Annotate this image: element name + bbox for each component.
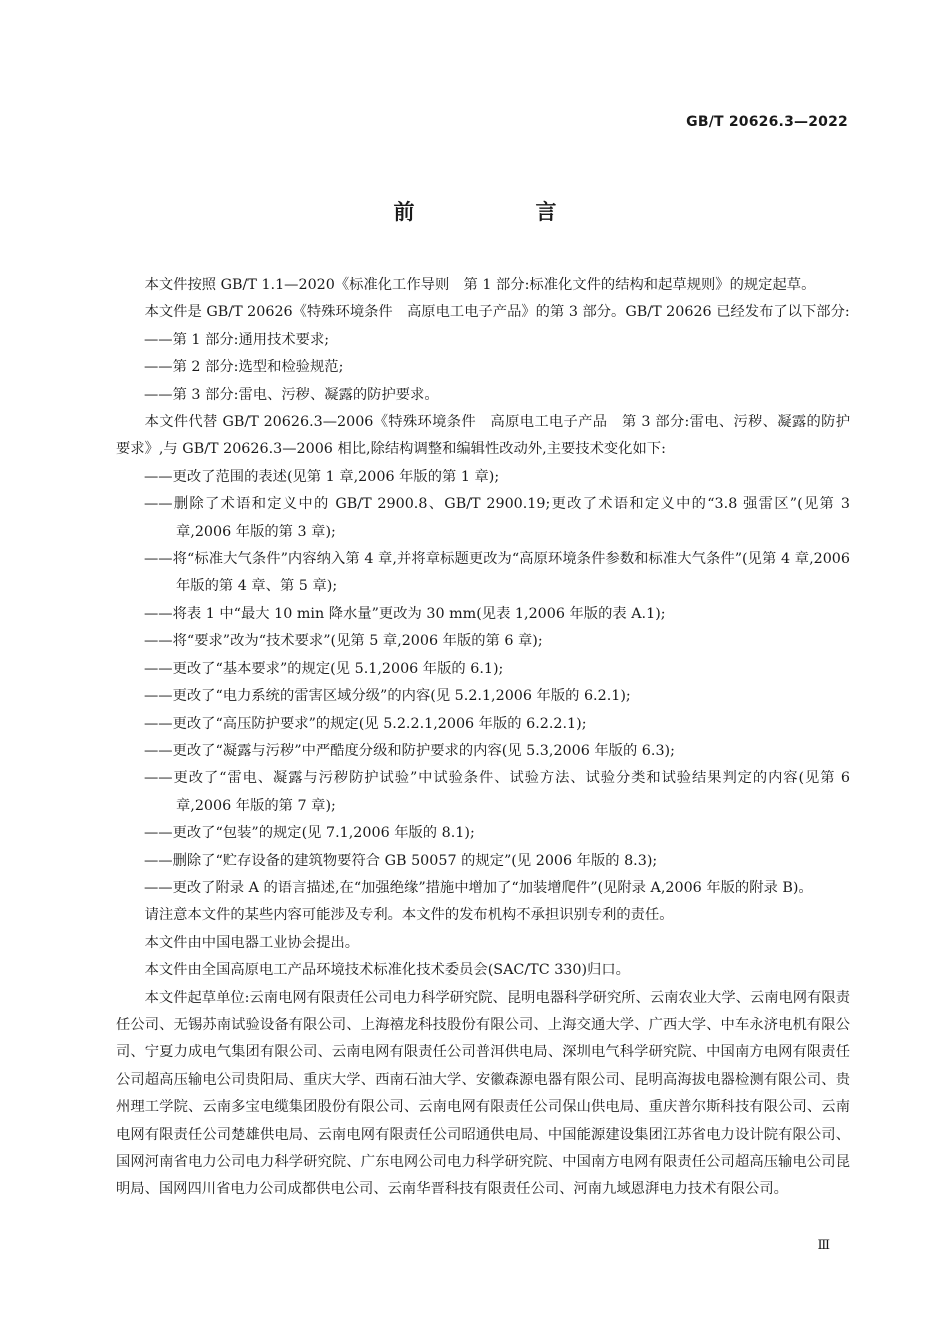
paragraph-patent-notice: 请注意本文件的某些内容可能涉及专利。本文件的发布机构不承担识别专利的责任。 (144, 907, 674, 924)
page-number: Ⅲ (817, 1238, 830, 1253)
paragraph-replacement: 本文件代替 GB/T 20626.3—2006《特殊环境条件 高原电工电子产品 第 3 部分:雷电、污秽、凝露的防护要求》,与 GB/T 20626.3—2006 相比,除结构调整和编辑性改动外,主要技术变化如下: (116, 414, 850, 458)
change-list-item: ——更改了范围的表述(见第 1 章,2006 年版的第 1 章); (144, 468, 500, 485)
parts-list-item: ——第 2 部分:选型和检验规范; (144, 359, 344, 376)
change-list-item: ——更改了“凝露与污秽”中严酷度分级和防护要求的内容(见 5.3,2006 年版的 6.3); (144, 742, 675, 759)
paragraph-parts-intro: 本文件是 GB/T 20626《特殊环境条件 高原电工电子产品》的第 3 部分。GB/T 20626 已经发布了以下部分: (144, 304, 850, 321)
parts-list-item: ——第 1 部分:通用技术要求; (144, 331, 330, 348)
change-list-item: ——将“标准大气条件”内容纳入第 4 章,并将章标题更改为“高原环境条件参数和标准大气条件”(见第 4 章,2006 年版的第 4 章、第 5 章); (144, 551, 850, 595)
standard-code: GB/T 20626.3—2022 (686, 114, 848, 130)
change-list-item: ——将表 1 中“最大 10 min 降水量”更改为 30 mm(见表 1,2006 年版的表 A.1); (144, 605, 666, 622)
paragraph-proposer: 本文件由中国电器工业协会提出。 (144, 934, 360, 951)
change-list-item: ——更改了“基本要求”的规定(见 5.1,2006 年版的 6.1); (144, 660, 504, 677)
parts-list-item: ——第 3 部分:雷电、污秽、凝露的防护要求。 (144, 386, 439, 403)
change-list-item: ——更改了“包装”的规定(见 7.1,2006 年版的 8.1); (144, 825, 475, 842)
paragraph-committee: 本文件由全国高原电工产品环境技术标准化技术委员会(SAC/TC 330)归口。 (144, 962, 630, 979)
page-title: 前 言 (393, 200, 607, 224)
change-list-item: ——更改了“电力系统的雷害区域分级”的内容(见 5.2.1,2006 年版的 6.2.1); (144, 688, 631, 705)
change-list-item: ——删除了术语和定义中的 GB/T 2900.8、GB/T 2900.19;更改了术语和定义中的“3.8 强雷区”(见第 3 章,2006 年版的第 3 章); (144, 496, 850, 540)
paragraph-drafting-units: 本文件起草单位:云南电网有限责任公司电力科学研究院、昆明电器科学研究所、云南农业大学、云南电网有限责任公司、无锡苏南试验设备有限公司、上海禧龙科技股份有限公司、上海交通大学、广西大学、中车永济电机有限公司、宁夏力成电气集团有限公司、云南电网有限责任公司普洱供电局、深圳电气科学研究院、中国南方电网有限责任公司超高压输电公司贵阳局、重庆大学、西南石油大学、安徽森源电器有限公司、昆明高海拔电器检测有限公司、贵州理工学院、云南多宝电缆集团股份有限公司、云南电网有限责任公司保山供电局、重庆普尔斯科技有限公司、云南电网有限责任公司楚雄供电局、云南电网有限责任公司昭通供电局、中国能源建设集团江苏省电力设计院有限公司、国网河南省电力公司电力科学研究院、广东电网公司电力科学研究院、中国南方电网有限责任公司超高压输电公司昆明局、国网四川省电力公司成都供电公司、云南华晋科技有限责任公司、河南九域恩湃电力技术有限公司。 (116, 989, 850, 1198)
document-body (116, 272, 850, 1204)
change-list-item: ——更改了“高压防护要求”的规定(见 5.2.2.1,2006 年版的 6.2.2.1); (144, 715, 587, 732)
paragraph-drafting-rules: 本文件按照 GB/T 1.1—2020《标准化工作导则 第 1 部分:标准化文件的结构和起草规则》的规定起草。 (144, 277, 816, 293)
change-list-item: ——删除了“贮存设备的建筑物要符合 GB 50057 的规定”(见 2006 年版的 8.3); (144, 852, 658, 869)
change-list-item: ——将“要求”改为“技术要求”(见第 5 章,2006 年版的第 6 章); (144, 633, 543, 650)
change-list-item: ——更改了“雷电、凝露与污秽防护试验”中试验条件、试验方法、试验分类和试验结果判定的内容(见第 6 章,2006 年版的第 7 章); (144, 770, 850, 814)
change-list-item: ——更改了附录 A 的语言描述,在“加强绝缘”措施中增加了“加装增爬件”(见附录 A,2006 年版的附录 B)。 (144, 879, 813, 896)
